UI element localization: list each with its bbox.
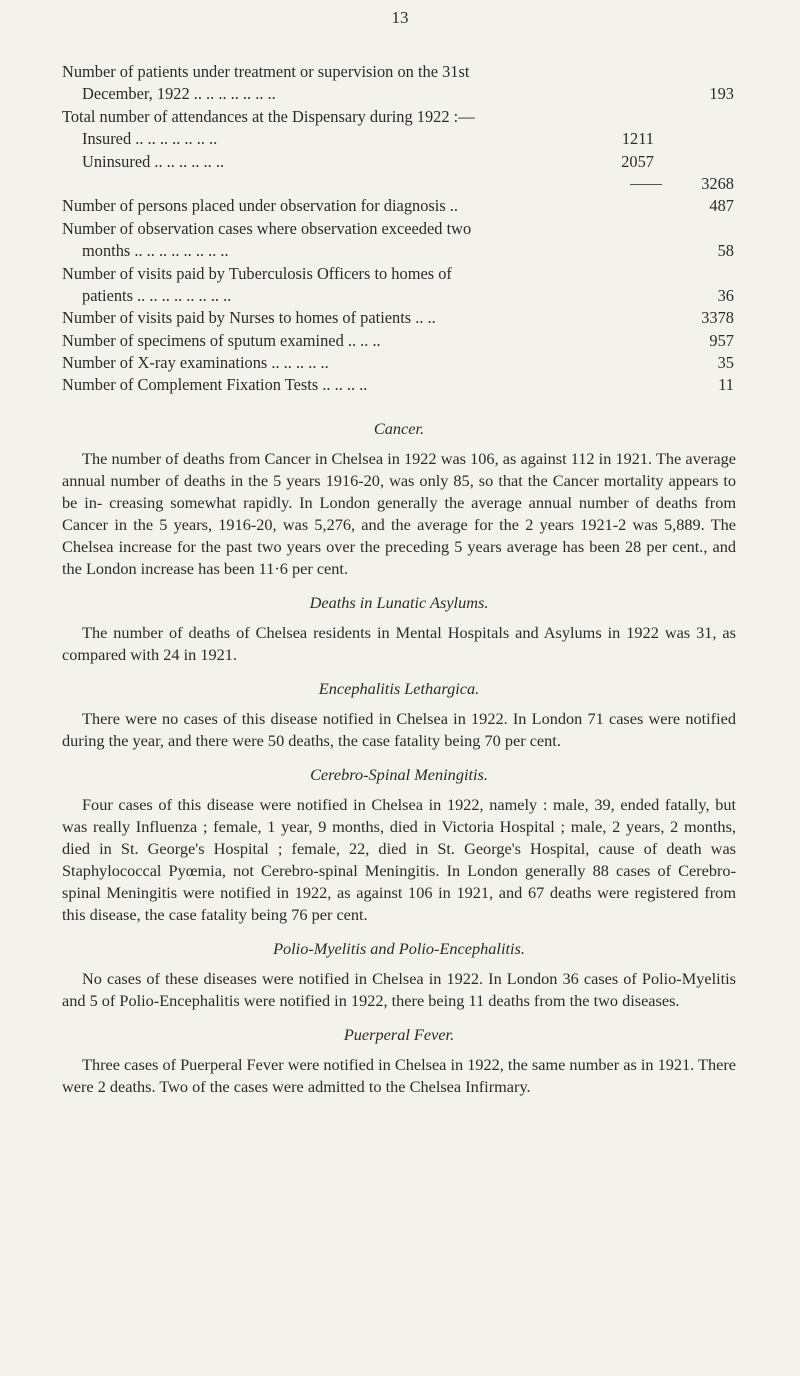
text-line: There were no cases of this disease notified in Chelsea in 1922. In <box>82 709 527 728</box>
text-line: admitted to the Chelsea Infirmary. <box>307 1077 531 1096</box>
stat-total-row <box>62 173 734 195</box>
text-line: Three cases of Puerperal Fever were notified in Chelsea in 1922, the <box>82 1055 528 1074</box>
stat-value: 58 <box>717 241 734 261</box>
text-line: St. George's Hospital ; female, 22, died in St. George's Hospital, cause <box>120 839 635 858</box>
paragraph-lunatic-asylums <box>62 622 736 666</box>
stat-row <box>62 330 734 352</box>
stat-label: Number of visits paid by Nurses to homes of patients .. .. <box>62 308 436 328</box>
text-line: Asylums in 1922 was 31, as compared with 24 in 1921. <box>62 623 736 664</box>
paragraph-encephalitis <box>62 708 736 752</box>
text-line: creasing somewhat rapidly. In London generally the average annual <box>109 493 573 512</box>
text-line: London 71 cases were notified during the year, and there were 50 deaths, <box>62 709 736 750</box>
stat-label: Total number of attendances at the Dispensary during 1922 :— <box>62 106 475 126</box>
stat-subvalue: 2057 <box>621 151 654 171</box>
stat-label: Number of visits paid by Tuberculosis Officers to homes of <box>62 263 452 283</box>
text-line: and the London increase has been 11·6 per cent. <box>62 537 736 578</box>
stat-row <box>62 352 734 374</box>
text-line: Four cases of this disease were notified in Chelsea in 1922, namely : <box>82 795 548 814</box>
text-line: 1916-20, was only 85, so that the Cancer mortality appears to be in- <box>62 471 737 512</box>
text-line: No cases of these diseases were notified in Chelsea in 1922. In London <box>82 969 558 988</box>
report-body <box>62 418 736 1098</box>
text-line: months, died in Victoria Hospital ; male, 2 years, 2 months, died in <box>62 817 736 858</box>
stat-label: Number of X-ray examinations .. .. .. .. .. <box>62 353 329 373</box>
stat-row <box>62 218 734 240</box>
stat-row <box>62 128 734 150</box>
page-number: 13 <box>391 8 409 27</box>
stat-row <box>62 263 734 285</box>
stat-label: Number of observation cases where observation exceeded two <box>62 218 472 238</box>
stat-value: 487 <box>709 196 734 216</box>
stat-label: Number of specimens of sputum examined .. .. .. <box>62 330 381 350</box>
text-line: disease, the case fatality being 76 per cent. <box>89 905 368 924</box>
stat-row <box>62 374 734 396</box>
stat-label: patients .. .. .. .. .. .. .. .. <box>82 285 232 305</box>
stat-value: 957 <box>709 330 734 350</box>
section-heading-meningitis: Cerebro-Spinal Meningitis. <box>310 765 488 784</box>
section-heading-lunatic-asylums: Deaths in Lunatic Asylums. <box>309 593 489 612</box>
stat-label: Uninsured .. .. .. .. .. .. <box>82 151 225 171</box>
stat-row <box>62 83 734 105</box>
section-heading-cancer: Cancer. <box>373 419 425 438</box>
text-line: In London generally 88 cases of Cerebro-spinal Meningitis were notified <box>62 861 736 902</box>
stat-row <box>62 106 734 128</box>
text-line: 36 cases of Polio-Myelitis and 5 of Polio-Encephalitis were notified in <box>62 969 736 1010</box>
stat-label: Number of patients under treatment or supervision on the 31st <box>62 62 470 81</box>
text-line: same number as in 1921. There were 2 deaths. Two of the cases were <box>62 1055 736 1096</box>
stat-value: 3268 <box>701 173 734 193</box>
text-line: male, 39, ended fatally, but was really Influenza ; female, 1 year, 9 <box>62 795 736 836</box>
stat-row <box>62 285 734 307</box>
text-line: average for the 2 years 1921-2 was 5,889. The Chelsea increase for the <box>62 515 736 556</box>
stat-row <box>62 195 734 217</box>
tuberculosis-statistics <box>62 61 734 397</box>
stat-row <box>62 61 734 83</box>
paragraph-meningitis <box>62 794 736 926</box>
paragraph-puerperal-fever <box>62 1054 736 1098</box>
stat-value: 36 <box>717 285 734 305</box>
paragraph-cancer <box>62 448 736 580</box>
text-line: 1922, there being 11 deaths from the two diseases. <box>350 991 680 1010</box>
stat-value: 11 <box>718 375 734 395</box>
stat-row <box>62 151 734 173</box>
stat-label: Number of Complement Fixation Tests .. .. .. .. <box>62 375 368 395</box>
stat-label: Insured .. .. .. .. .. .. .. <box>82 129 218 149</box>
text-line: against 112 in 1921. The average annual number of deaths in the 5 years <box>62 449 736 490</box>
stat-value: 3378 <box>701 308 734 328</box>
section-heading-puerperal-fever: Puerperal Fever. <box>343 1025 455 1044</box>
stat-label: December, 1922 .. .. .. .. .. .. .. <box>82 84 276 104</box>
total-rule <box>630 184 662 185</box>
stat-row <box>62 240 734 262</box>
text-line: past two years over the preceding 5 years average has been 28 per cent., <box>225 537 708 556</box>
text-line: of death was Staphylococcal Pyœmia, not Cerebro-spinal Meningitis. <box>62 839 737 880</box>
text-line: the case fatality being 70 per cent. <box>338 731 561 750</box>
stat-subvalue: 1211 <box>621 129 654 149</box>
section-heading-encephalitis: Encephalitis Lethargica. <box>318 679 480 698</box>
paragraph-polio <box>62 968 736 1012</box>
section-heading-polio: Polio-Myelitis and Polio-Encephalitis. <box>273 939 525 958</box>
text-line: number of deaths from Cancer in the 5 years, 1916-20, was 5,276, and the <box>62 493 736 534</box>
text-line: The number of deaths from Cancer in Chelsea in 1922 was 106, as <box>82 449 517 468</box>
text-line: in 1922, as against 106 in 1921, and 67 deaths were registered from this <box>62 883 736 924</box>
stat-value: 193 <box>709 84 734 104</box>
stat-row <box>62 307 734 329</box>
stat-label: Number of persons placed under observation for diagnosis .. <box>62 196 459 216</box>
stat-value: 35 <box>717 353 734 373</box>
text-line: The number of deaths of Chelsea residents in Mental Hospitals and <box>82 623 539 642</box>
stat-label: months .. .. .. .. .. .. .. .. <box>82 241 229 261</box>
